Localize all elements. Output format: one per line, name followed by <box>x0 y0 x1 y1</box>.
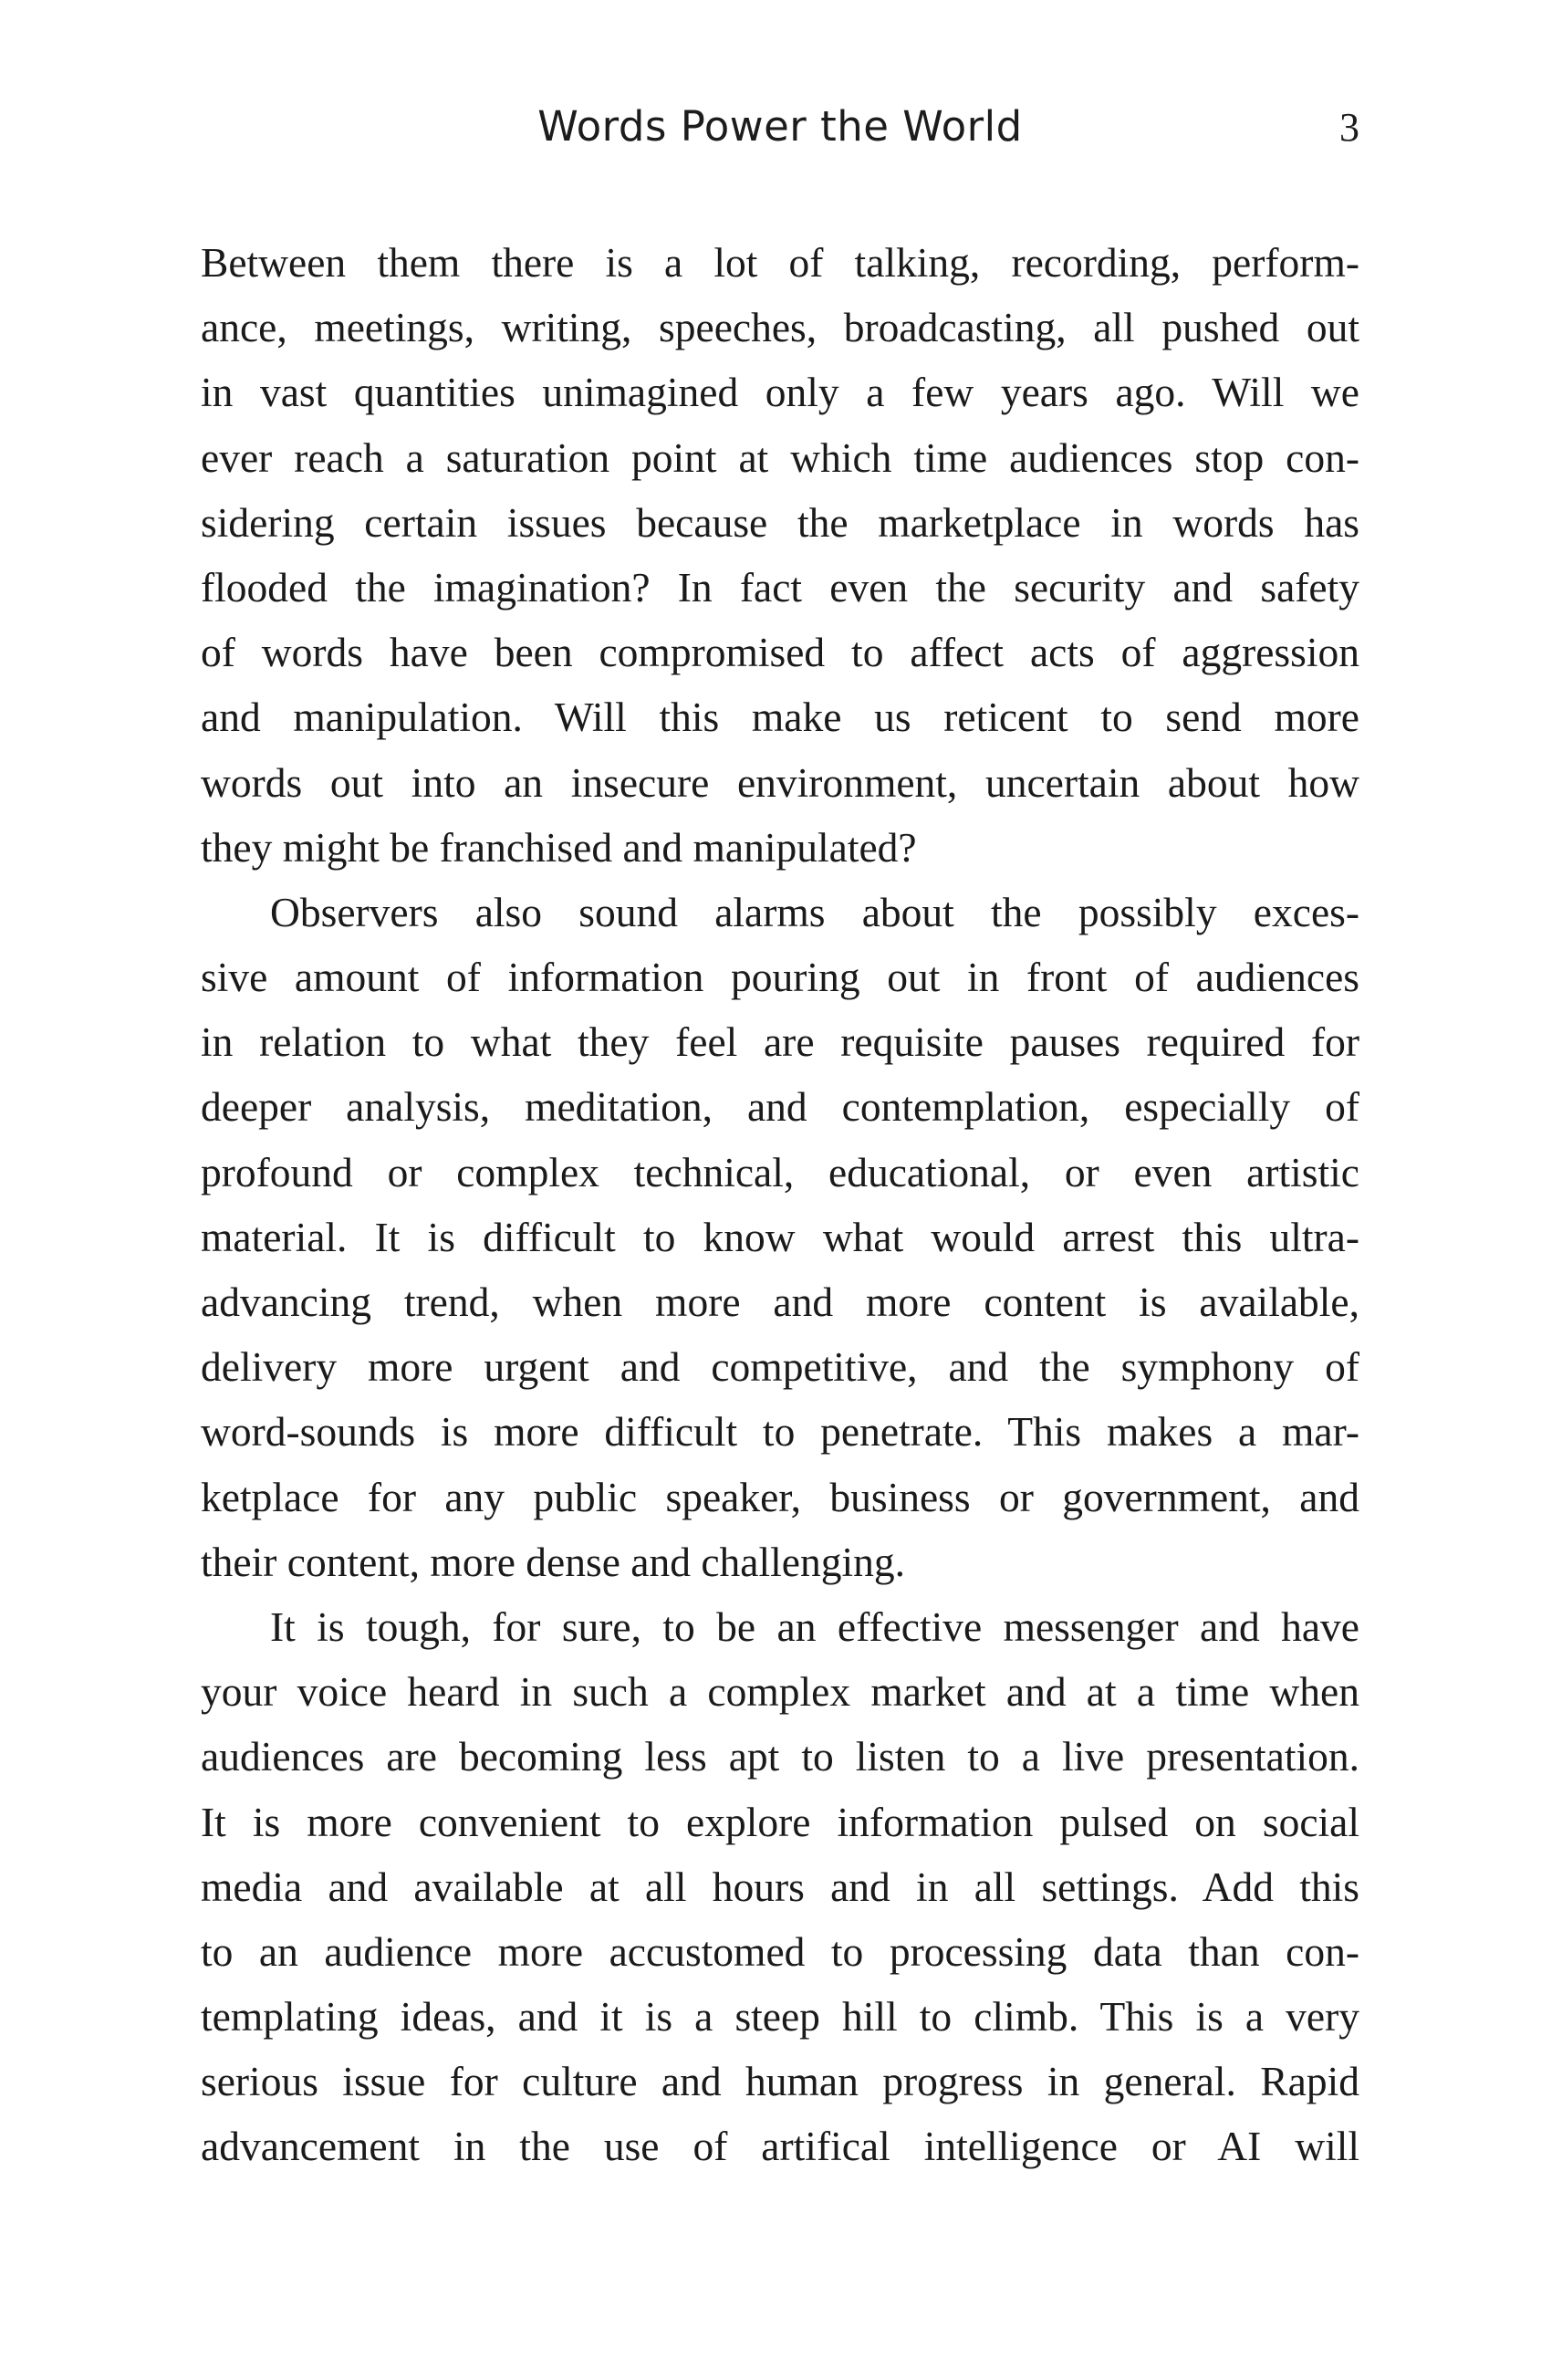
text-line: advancing trend, when more and more content is available, <box>201 1279 1359 1325</box>
text-line: media and available at all hours and in all settings. Add this <box>201 1863 1359 1910</box>
text-line: they might be franchised and manipulated? <box>201 823 917 871</box>
text-line: ance, meetings, writing, speeches, broadcasting, all pushed out <box>201 304 1359 351</box>
text-line: audiences are becoming less apt to listen to a live presentation. <box>201 1733 1359 1780</box>
running-head <box>201 102 1359 166</box>
text-line: words out into an insecure environment, uncertain about how <box>201 758 1359 806</box>
text-line: and manipulation. Will this make us reticent to send more <box>201 694 1359 741</box>
paragraph-first-line: It is tough, for sure, to be an effective messenger and have <box>270 1602 1359 1650</box>
text-line: ketplace for any public speaker, business or government, and <box>201 1473 1359 1520</box>
text-line: your voice heard in such a complex market and at a time when <box>201 1668 1359 1716</box>
text-line: sive amount of information pouring out in front of audiences <box>201 954 1359 1001</box>
text-line: profound or complex technical, educational, or even artistic <box>201 1148 1359 1195</box>
text-line: flooded the imagination? In fact even the security and safety <box>201 563 1359 611</box>
text-line: of words have been compromised to affect acts of aggression <box>201 629 1359 676</box>
text-line: ever reach a saturation point at which time audiences stop con- <box>201 433 1359 481</box>
text-line: in relation to what they feel are requisite pauses required for <box>201 1018 1359 1066</box>
text-line: their content, more dense and challenging. <box>201 1538 905 1585</box>
text-line: serious issue for culture and human progress in general. Rapid <box>201 2058 1359 2105</box>
text-line: deeper analysis, meditation, and contemplation, especially of <box>201 1083 1359 1131</box>
text-line: sidering certain issues because the marketplace in words has <box>201 498 1359 546</box>
text-line: It is more convenient to explore information pulsed on social <box>201 1798 1359 1845</box>
text-line: word-sounds is more difficult to penetrate. This makes a mar- <box>201 1408 1359 1456</box>
text-line: advancement in the use of artifical intelligence or AI will <box>201 2123 1359 2170</box>
text-line: in vast quantities unimagined only a few years ago. Will we <box>201 369 1359 416</box>
body-text <box>201 230 1359 2179</box>
text-line: to an audience more accustomed to processing data than con- <box>201 1927 1359 1975</box>
running-title: Words Power the World <box>537 102 1023 151</box>
paragraph-first-line: Observers also sound alarms about the possibly exces- <box>270 888 1359 935</box>
text-line: material. It is difficult to know what would arrest this ultra- <box>201 1213 1359 1260</box>
text-line: Between them there is a lot of talking, recording, perform- <box>201 239 1359 286</box>
page-number: 3 <box>1339 105 1359 150</box>
text-line: delivery more urgent and competitive, and the symphony of <box>201 1343 1359 1391</box>
text-line: templating ideas, and it is a steep hill to climb. This is a very <box>201 1993 1359 2041</box>
